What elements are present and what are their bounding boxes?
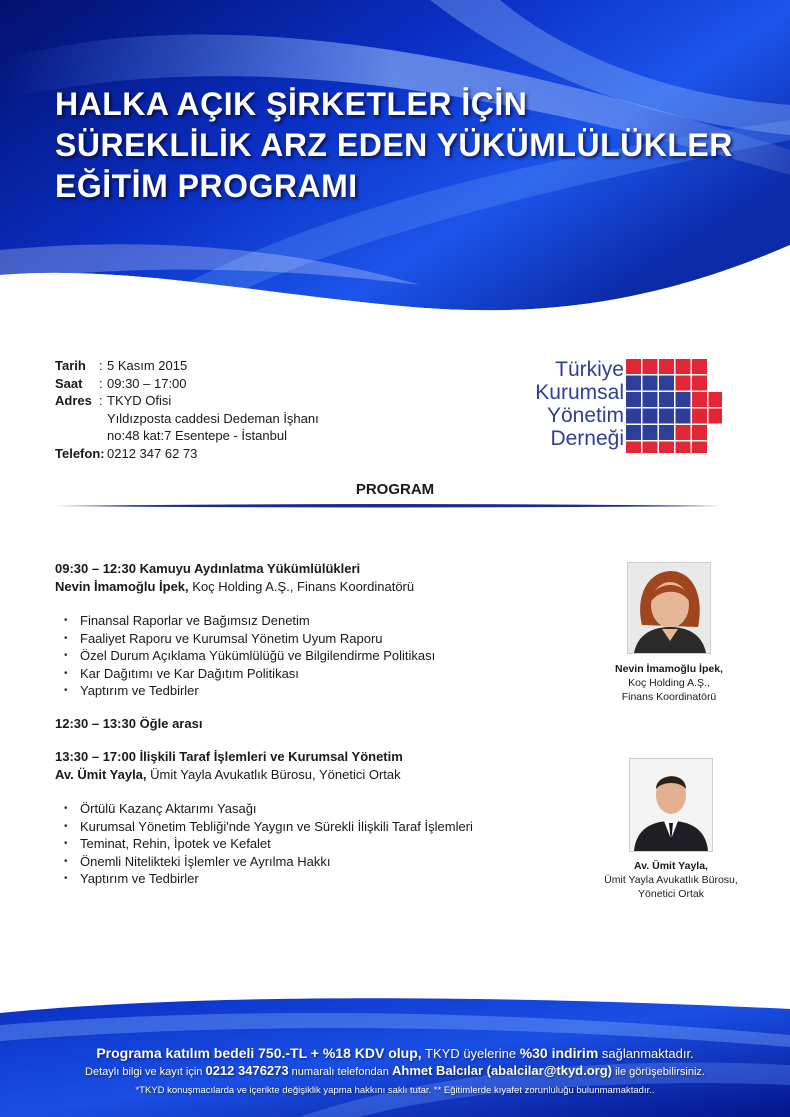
list-item: • Faaliyet Raporu ve Kurumsal Yönetim Uyum Raporu <box>80 630 435 648</box>
session-2-heading: 13:30 – 17:00 İlişkili Taraf İşlemleri ve Kurumsal Yönetim <box>55 749 403 764</box>
logo-grid-cell <box>659 376 674 391</box>
session-1-speaker-affiliation: Koç Holding A.Ş., Finans Koordinatörü <box>188 578 415 594</box>
speaker-2-portrait <box>630 759 712 851</box>
session-1-heading: 09:30 – 12:30 Kamuyu Aydınlatma Yükümlülükleri <box>55 561 361 576</box>
session-2-speaker-name: Av. Ümit Yayla, <box>55 766 147 782</box>
speaker-2-caption-name: Av. Ümit Yayla, <box>634 860 708 872</box>
session-2-speaker <box>55 766 403 784</box>
tkyd-logo-text <box>510 358 624 450</box>
list-item: • Yaptırım ve Tedbirler <box>80 870 473 888</box>
speaker-1-caption-name: Nevin İmamoğlu İpek, <box>615 663 723 675</box>
footer-fee: Programa katılım bedeli 750.-TL + %18 KDV olup, <box>96 1045 422 1061</box>
logo-grid-cell <box>692 425 707 440</box>
logo-line-1: Türkiye <box>555 358 624 381</box>
tkyd-logo-grid-icon <box>626 359 722 453</box>
session-2-topics <box>80 800 473 888</box>
list-item: • Örtülü Kazanç Aktarımı Yasağı <box>80 800 473 818</box>
footer-contact-end: ile görüşebilirsiniz. <box>612 1066 705 1078</box>
logo-line-3: Yönetim <box>546 404 624 427</box>
logo-grid-cell <box>659 425 674 440</box>
logo-grid-cell <box>626 376 641 391</box>
session-1-speaker-name: Nevin İmamoğlu İpek, <box>55 578 189 594</box>
logo-grid-cell <box>692 442 707 454</box>
logo-grid-cell <box>692 392 707 407</box>
title-line-3: EĞİTİM PROGRAMI <box>55 168 358 204</box>
logo-grid-cell <box>659 392 674 407</box>
logo-grid-cell <box>659 359 674 374</box>
footer-member-text: TKYD üyelerine <box>421 1046 520 1061</box>
logo-grid-cell <box>643 376 658 391</box>
session-2-speaker-affiliation: Ümit Yayla Avukatlık Bürosu, Yönetici Ortak <box>146 766 401 782</box>
time-label: Saat <box>55 375 83 391</box>
session-1-topics <box>80 612 435 700</box>
logo-grid-cell <box>643 442 658 454</box>
program-title <box>55 84 733 207</box>
footer-contact-line <box>0 1063 790 1078</box>
logo-grid-cell <box>626 392 641 407</box>
logo-grid-cell <box>709 409 723 424</box>
date-value: 5 Kasım 2015 <box>107 358 188 373</box>
speaker-2-caption <box>596 859 746 901</box>
logo-grid-cell <box>676 359 691 374</box>
date-row: Tarih : 5 Kasım 2015 <box>55 358 188 373</box>
logo-grid-cell <box>659 409 674 424</box>
speaker-2-photo <box>629 758 713 852</box>
footer-discount: %30 indirim <box>519 1045 599 1061</box>
list-item: • Özel Durum Açıklama Yükümlülüğü ve Bilgilendirme Politikası <box>80 647 435 665</box>
logo-grid-cell <box>626 442 641 454</box>
session-2 <box>55 748 403 783</box>
logo-grid-cell <box>709 392 723 407</box>
program-divider <box>55 503 721 509</box>
list-item: • Önemli Nitelikteki İşlemler ve Ayrılma Hakkı <box>80 853 473 871</box>
footer-phone: 0212 3476273 <box>205 1063 289 1078</box>
logo-line-4: Derneği <box>550 427 624 450</box>
logo-line-2: Kurumsal <box>535 381 624 404</box>
logo-grid-cell <box>692 359 707 374</box>
list-item: • Kurumsal Yönetim Tebliği'nde Yaygın ve Sürekli İlişkili Taraf İşlemleri <box>80 818 473 836</box>
speaker-1-portrait <box>628 563 710 653</box>
logo-grid-cell <box>692 409 707 424</box>
time-value: 09:30 – 17:00 <box>107 375 187 391</box>
lunch-break: 12:30 – 13:30 Öğle arası <box>55 716 203 731</box>
date-label: Tarih <box>55 358 86 373</box>
logo-grid-cell <box>659 442 674 454</box>
list-item: • Kar Dağıtımı ve Kar Dağıtım Politikası <box>80 665 435 683</box>
header-banner <box>0 0 790 320</box>
logo-grid-cell <box>643 392 658 407</box>
footer-contact-person: Ahmet Balcılar (abalcilar@tkyd.org) <box>391 1063 613 1078</box>
footer-contact-mid: numaralı telefondan <box>288 1066 392 1078</box>
address-row: Adres : TKYD Ofisi <box>55 393 172 408</box>
phone-label: Telefon: <box>55 445 105 461</box>
logo-grid-cell <box>692 376 707 391</box>
logo-grid-cell <box>676 442 691 454</box>
footer-contact-start: Detaylı bilgi ve kayıt için <box>85 1066 206 1078</box>
program-heading: PROGRAM <box>355 481 435 498</box>
speaker-1-caption <box>594 662 744 704</box>
session-1 <box>55 560 414 595</box>
footer-disclaimer: *TKYD konuşmacılarda ve içerikte değişiklik yapma hakkını saklı tutar. ** Eğitimlerde kıyafet zorunluluğu bulunmamaktadır.. <box>135 1085 655 1096</box>
title-line-2: SÜREKLİLİK ARZ EDEN YÜKÜMLÜLÜKLER <box>55 127 733 163</box>
logo-grid-cell <box>643 425 658 440</box>
logo-grid-cell <box>676 425 691 440</box>
event-info <box>55 357 319 462</box>
phone-row <box>55 445 319 463</box>
logo-grid-cell <box>626 359 641 374</box>
speaker-1-caption-title: Finans Koordinatörü <box>621 691 717 703</box>
address-line-2: Yıldızposta caddesi Dedeman İşhanı <box>107 410 319 426</box>
time-row: Saat : 09:30 – 17:00 <box>55 375 187 391</box>
logo-grid-cell <box>676 409 691 424</box>
speaker-2-caption-title: Yönetici Ortak <box>638 888 704 900</box>
footer-fee-end: sağlanmaktadır. <box>598 1046 694 1061</box>
logo-grid-cell <box>676 376 691 391</box>
title-line-1: HALKA AÇIK ŞİRKETLER İÇİN <box>55 86 528 122</box>
speaker-1-caption-company: Koç Holding A.Ş., <box>628 677 710 689</box>
logo-grid-cell <box>676 392 691 407</box>
logo-grid-cell <box>626 409 641 424</box>
session-1-speaker <box>55 578 414 596</box>
logo-grid-cell <box>643 359 658 374</box>
logo-grid-cell <box>643 409 658 424</box>
speaker-1-photo <box>627 562 711 654</box>
footer-fee-line <box>0 1045 790 1061</box>
list-item: • Yaptırım ve Tedbirler <box>80 682 435 700</box>
address-line-1: TKYD Ofisi <box>107 393 172 408</box>
logo-grid-cell <box>626 425 641 440</box>
phone-value: 0212 347 62 73 <box>107 445 198 461</box>
list-item: • Finansal Raporlar ve Bağımsız Denetim <box>80 612 435 630</box>
address-label: Adres <box>55 393 92 408</box>
list-item: • Teminat, Rehin, İpotek ve Kefalet <box>80 835 473 853</box>
address-line-3: no:48 kat:7 Esentepe - İstanbul <box>107 428 287 443</box>
speaker-2-caption-company: Ümit Yayla Avukatlık Bürosu, <box>604 874 738 886</box>
